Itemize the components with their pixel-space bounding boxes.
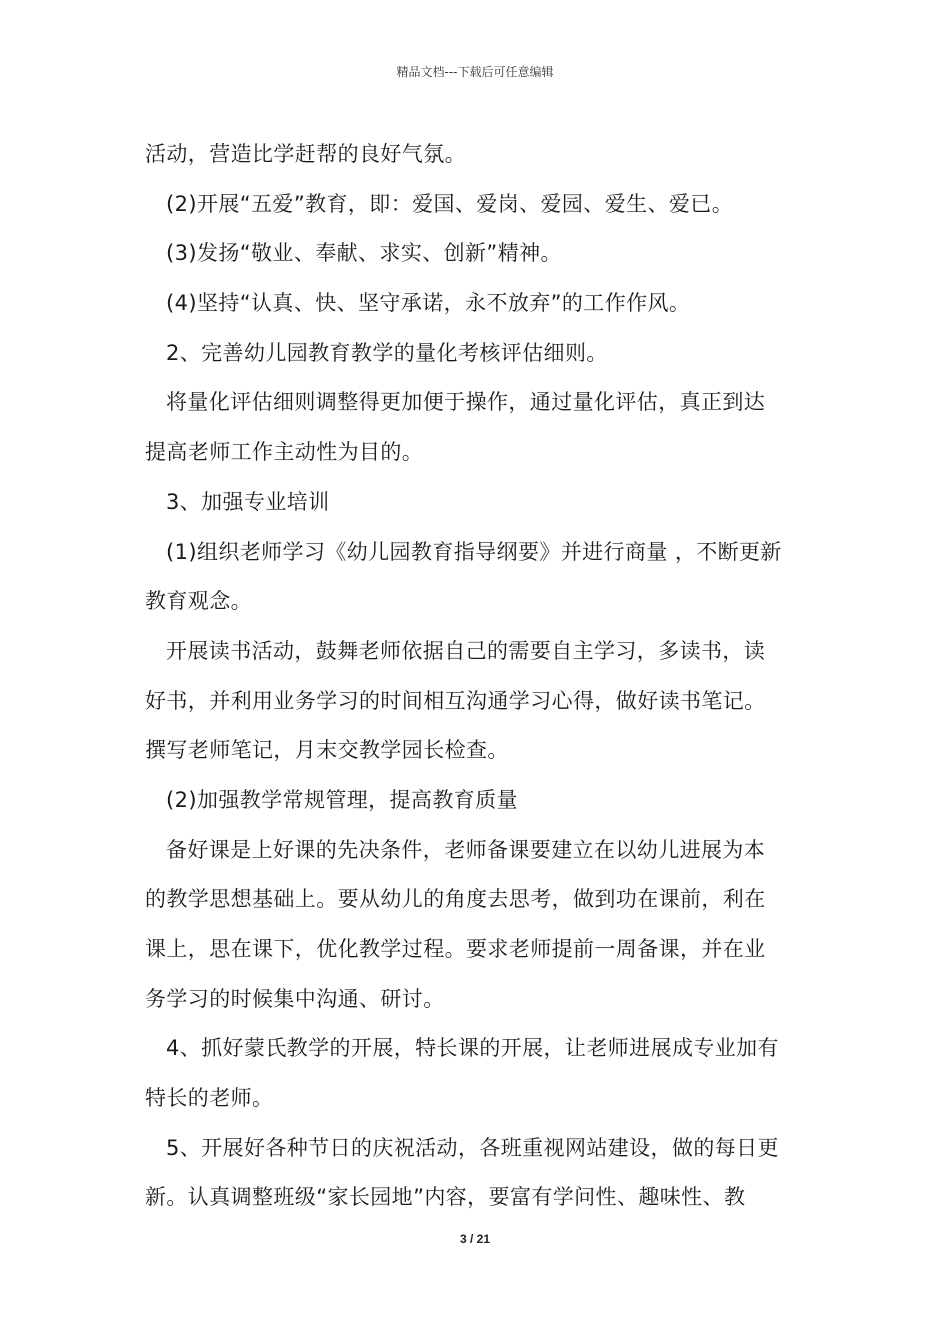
text-line: (4)坚持“认真、快、坚守承诺，永不放弃”的工作作风。	[166, 291, 691, 316]
text-line: (1)组织老师学习《幼儿园教育指导纲要》并进行商量 ，不断更新	[166, 539, 782, 564]
page-number: 3 / 21	[459, 1232, 491, 1246]
document-body	[145, 130, 810, 1223]
text-line: 2、完善幼儿园教育教学的量化考核评估细则。	[166, 340, 608, 365]
text-line: 提高老师工作主动性为目的。	[145, 440, 424, 465]
text-line: 将量化评估细则调整得更加便于操作，通过量化评估，真正到达	[166, 390, 766, 415]
text-line: 的教学思想基础上。要从幼儿的角度去思考，做到功在课前，利在	[145, 887, 766, 912]
page-header: 精品文档---下载后可任意编辑	[396, 65, 554, 79]
text-line: 备好课是上好课的先决条件，老师备课要建立在以幼儿进展为本	[166, 837, 766, 862]
text-line: 教育观念。	[145, 589, 252, 614]
text-line: 活动，营造比学赶帮的良好气氛。	[145, 142, 466, 166]
text-line: 5、开展好各种节日的庆祝活动，各班重视网站建设，做的每日更	[166, 1135, 779, 1160]
text-line: 4、抓好蒙氏教学的开展，特长课的开展，让老师进展成专业加有	[166, 1036, 779, 1061]
text-line: 课上，思在课下，优化教学过程。要求老师提前一周备课，并在业	[145, 937, 766, 961]
text-line: 好书，并利用业务学习的时间相互沟通学习心得，做好读书笔记。	[145, 688, 766, 713]
text-line: 开展读书活动，鼓舞老师依据自己的需要自主学习，多读书，读	[166, 638, 766, 663]
text-line: 务学习的时候集中沟通、研讨。	[145, 986, 445, 1011]
text-line: (2)加强教学常规管理，提高教育质量	[166, 787, 518, 812]
text-line: 新。认真调整班级“家长园地”内容，要富有学问性、趣味性、教	[145, 1185, 746, 1210]
text-line: 3、加强专业培训	[166, 489, 330, 514]
text-line: 撰写老师笔记，月末交教学园长检查。	[145, 738, 509, 763]
text-line: (3)发扬“敬业、奉献、求实、创新”精神。	[166, 241, 562, 266]
text-line: 特长的老师。	[145, 1086, 274, 1111]
text-line: (2)开展“五爱”教育，即：爱国、爱岗、爱园、爱生、爱已。	[166, 191, 734, 216]
